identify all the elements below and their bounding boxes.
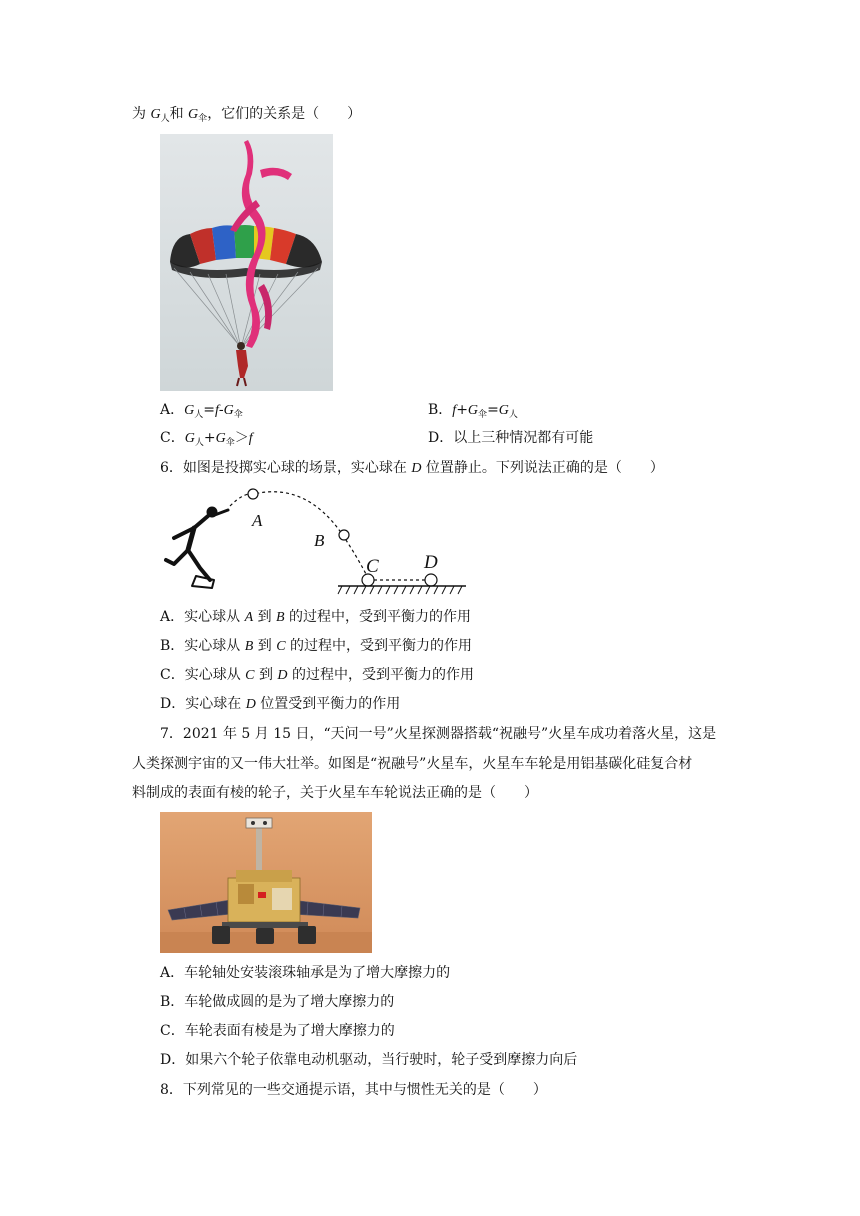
q5-sub-person: 人 (194, 410, 204, 420)
figure-label-d: D (424, 552, 438, 573)
q6-pre: 实心球从 (184, 638, 245, 654)
q5-g-symbol: G (184, 431, 195, 446)
q5-plus: + (456, 402, 468, 418)
q6-option-b[interactable] (160, 636, 472, 657)
q5-eq: = (487, 402, 499, 418)
q5-option-a[interactable] (160, 400, 243, 425)
q5-gt: ＞ (234, 430, 249, 446)
q5-g-symbol: G (150, 107, 161, 122)
q5-sub-person: 人 (160, 114, 170, 124)
q6-to: 到 (253, 638, 277, 654)
q5-minus: - (218, 402, 224, 418)
q6-pre: 实心球从 (184, 667, 246, 683)
rover-illustration (160, 812, 372, 953)
q5-sub-umbrella: 伞 (233, 410, 243, 420)
q6-d-pre: 实心球在 (185, 696, 246, 712)
q7-stem-line2: 人类探测宇宙的又一伟大壮举。如图是“祝融号”火星车，火星车车轮是用铝基碳化硅复合材 (132, 756, 693, 772)
q5-g-symbol: G (223, 403, 234, 418)
q6-option-b-label: B． (160, 638, 185, 654)
q7-stem-line1: 7．2021 年 5 月 15 日，“天问一号”火星探测器搭载“祝融号”火星车成功着落火星，这是 (160, 726, 717, 742)
q6-option-d-label: D． (160, 696, 186, 712)
q7-option-d[interactable]: D．如果六个轮子依靠电动机驱动，当行驶时，轮子受到摩擦力向后 (160, 1052, 578, 1068)
parachute-illustration (160, 134, 333, 391)
q5-f-symbol: f (215, 403, 219, 418)
figure-label-c: C (366, 556, 379, 577)
q7-option-c[interactable]: C．车轮表面有棱是为了增大摩擦力的 (160, 1023, 395, 1039)
q5-option-a-label: A． (160, 402, 185, 418)
q5-sub-umbrella: 伞 (478, 410, 488, 420)
q5-option-c[interactable] (160, 428, 253, 453)
q6-post: 的过程中，受到平衡力的作用 (287, 667, 474, 683)
thrower-figure (166, 507, 228, 588)
q5-g-symbol: G (215, 431, 226, 446)
q6-pos-d: D (411, 461, 422, 476)
q5-option-b[interactable] (428, 400, 518, 425)
q7-option-a[interactable]: A．车轮轴处安装滚珠轴承是为了增大摩擦力的 (160, 965, 451, 981)
q6-option-a-label: A． (160, 609, 185, 625)
q5-f-symbol: f (248, 431, 253, 446)
q5-stem-suffix: ，它们的关系是（ ） (207, 106, 362, 122)
q6-point-b: B (244, 639, 254, 654)
q6-option-d[interactable] (160, 694, 400, 715)
shot-put-figure (156, 484, 476, 600)
parachute-photo (160, 134, 333, 391)
q5-g-symbol: G (184, 403, 195, 418)
q5-sub-umbrella: 伞 (198, 114, 208, 124)
q5-option-d-text: 以上三种情况都有可能 (453, 430, 594, 446)
q5-g-symbol: G (188, 107, 199, 122)
q6-point-c: C (276, 639, 286, 654)
q5-stem-prefix: 为 (132, 106, 151, 122)
figure-label-b: B (314, 531, 325, 550)
rover-photo (160, 812, 372, 953)
q5-g-symbol: G (498, 403, 509, 418)
q5-f-symbol: f (452, 403, 457, 418)
q5-and: 和 (169, 106, 189, 122)
q6-stem-prefix: 6．如图是投掷实心球的场景，实心球在 (160, 460, 412, 476)
q6-to: 到 (253, 609, 277, 625)
q7-stem-line3: 料制成的表面有棱的轮子，关于火星车车轮说法正确的是（ ） (132, 785, 538, 801)
q5-stem (132, 104, 361, 129)
q5-sub-person: 人 (194, 438, 204, 448)
q5-plus: + (203, 430, 216, 446)
figure-label-a: A (252, 511, 263, 530)
q6-point-d: D (277, 668, 288, 683)
q5-eq: = (203, 402, 215, 418)
shot-put-diagram (156, 484, 476, 600)
q6-option-c[interactable] (160, 665, 474, 686)
q5-option-b-label: B． (428, 402, 453, 418)
q6-post: 的过程中，受到平衡力的作用 (285, 638, 473, 654)
q6-d-post: 位置受到平衡力的作用 (255, 696, 401, 712)
q6-point-d: D (245, 697, 256, 712)
q6-pre: 实心球从 (184, 609, 245, 625)
q6-option-c-label: C． (160, 667, 185, 683)
q5-g-symbol: G (467, 403, 479, 418)
q5-sub-person: 人 (508, 410, 518, 420)
q7-option-b[interactable]: B．车轮做成圆的是为了增大摩擦力的 (160, 994, 395, 1010)
q6-to: 到 (254, 667, 278, 683)
q5-sub-umbrella: 伞 (225, 438, 235, 448)
q6-point-b: B (276, 610, 285, 625)
q5-option-d-label: D． (428, 430, 454, 446)
q5-option-d[interactable] (428, 428, 593, 448)
q6-stem (160, 458, 664, 479)
q6-point-c: C (245, 668, 255, 683)
q5-option-c-label: C． (160, 430, 185, 446)
q6-stem-suffix: 位置静止。下列说法正确的是（ ） (421, 460, 664, 476)
q6-option-a[interactable] (160, 607, 471, 628)
q8-stem: 8．下列常见的一些交通提示语，其中与惯性无关的是（ ） (160, 1082, 547, 1098)
q6-post: 的过程中，受到平衡力的作用 (284, 609, 472, 625)
q6-point-a: A (244, 610, 254, 625)
